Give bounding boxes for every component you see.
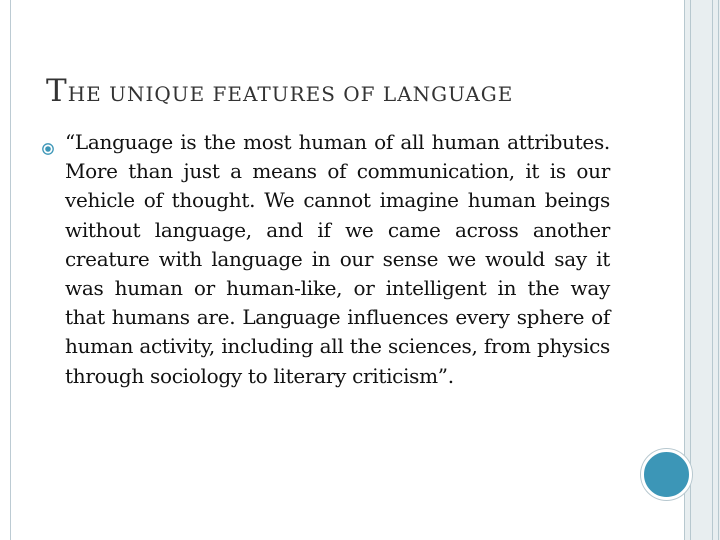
target-circle-icon	[42, 143, 54, 155]
title-first-letter: T	[46, 73, 68, 109]
title-rest: HE UNIQUE FEATURES OF LANGUAGE	[67, 82, 514, 106]
band-line	[712, 0, 713, 540]
band-line	[690, 0, 691, 540]
bullet-quote-text: “Language is the most human of all human attributes. More than just a means of communication, it is our vehicle of thought. We cannot imagine human beings without language, and if we came across another creature with language in our sense we would say it was human or human-like, or intelligent in the way that humans are. Language influences every sphere of human activity, including all the sciences, from physics through sociology to literary criticism”.	[65, 130, 610, 388]
left-frame-line	[10, 0, 11, 540]
band-line	[718, 0, 719, 540]
right-decorative-band	[684, 0, 720, 540]
decorative-circle	[641, 449, 692, 500]
slide-title	[46, 73, 513, 109]
